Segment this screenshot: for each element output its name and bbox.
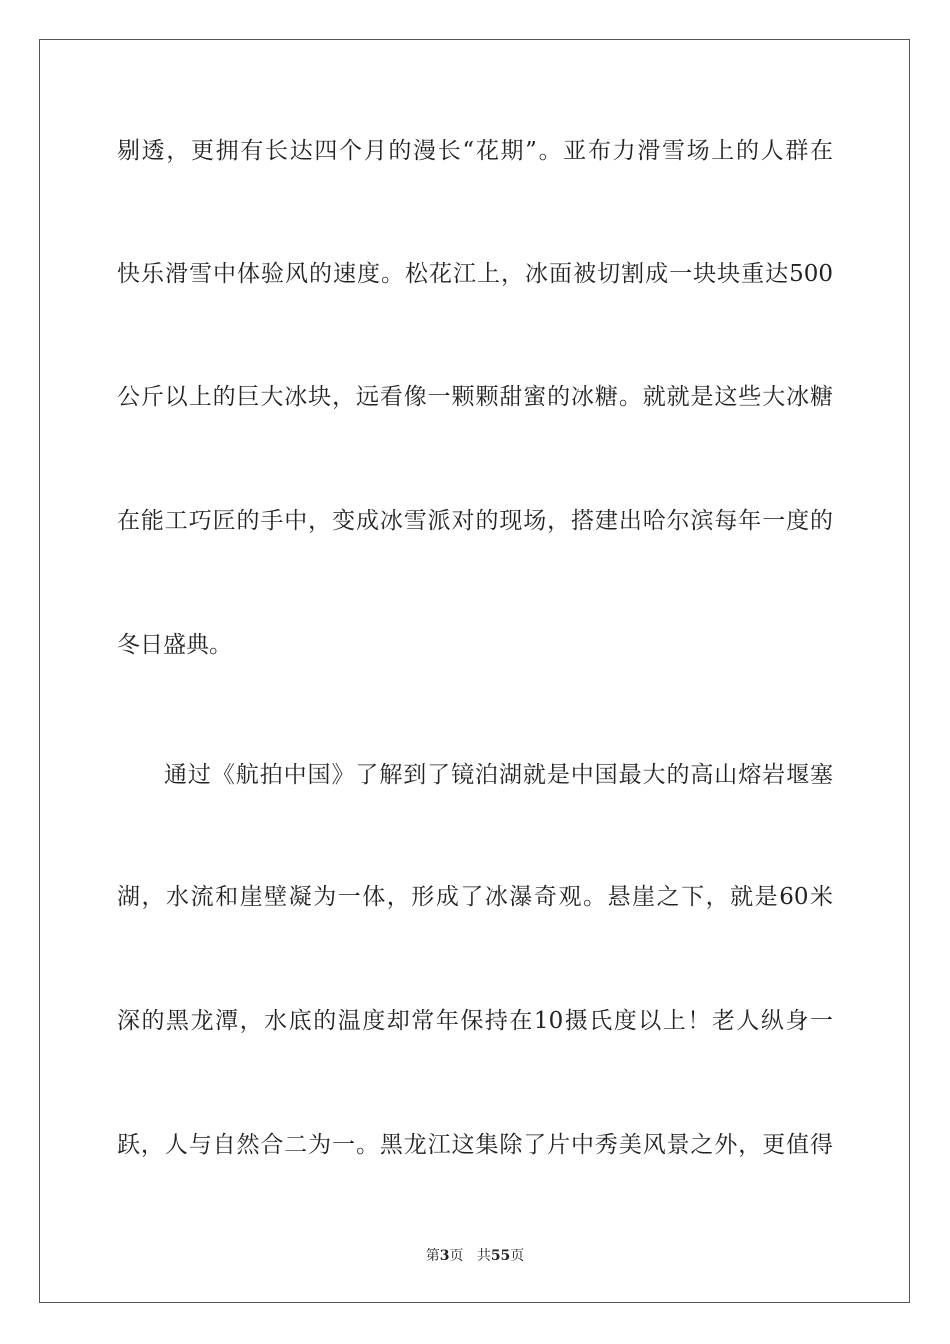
text-line: 公斤以上的巨大冰块，远看像一颗颗甜蜜的冰糖。就就是这些大冰糖 (117, 384, 833, 410)
page-footer (0, 1247, 950, 1265)
text-line: 跃，人与自然合二为一。黑龙江这集除了片中秀美风景之外，更值得 (117, 1132, 833, 1158)
text-line: 深的黑龙潭，水底的温度却常年保持在10摄氏度以上！老人纵身一 (117, 1008, 833, 1034)
page-border (39, 39, 910, 1303)
text-line: 剔透，更拥有长达四个月的漫长“花期”。亚布力滑雪场上的人群在 (117, 138, 833, 164)
text-line: 在能工巧匠的手中，变成冰雪派对的现场，搭建出哈尔滨每年一度的 (117, 508, 833, 534)
text-line: 冬日盛典。 (117, 632, 232, 658)
page-prefix: 第 (425, 1248, 440, 1264)
text-line: 快乐滑雪中体验风的速度。松花江上，冰面被切割成一块块重达500 (117, 261, 833, 287)
page-suffix: 页 (449, 1248, 464, 1264)
total-pages: 55 (490, 1248, 511, 1264)
total-prefix: 共 (476, 1248, 491, 1264)
text-line: 通过《航拍中国》了解到了镜泊湖就是中国最大的高山熔岩堰塞 (164, 762, 833, 788)
page-number: 3 (439, 1248, 450, 1264)
total-suffix: 页 (510, 1248, 525, 1264)
text-line: 湖，水流和崖壁凝为一体，形成了冰瀑奇观。悬崖之下，就是60米 (117, 884, 833, 910)
